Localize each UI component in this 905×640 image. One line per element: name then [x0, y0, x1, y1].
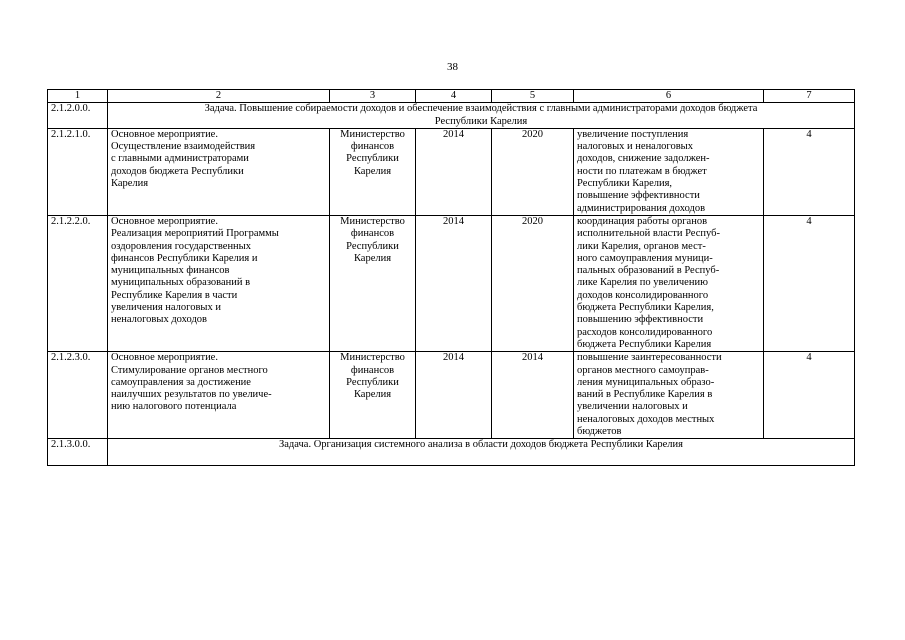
expected-result: повышение заинтересованности органов местного самоуправ- ления муниципальных образо- ваний в Республике Карелия в увеличении налоговых и неналоговых доходов местных бюджетов — [574, 352, 764, 439]
task-text: Задача. Организация системного анализа в области доходов бюджета Республики Карелия — [108, 439, 855, 466]
end-year: 2020 — [492, 215, 574, 351]
task-code: 2.1.3.0.0. — [48, 439, 108, 466]
table-row — [48, 215, 855, 351]
start-year: 2014 — [416, 215, 492, 351]
activities-table — [47, 89, 855, 466]
activity-code: 2.1.2.1.0. — [48, 128, 108, 215]
indicator-ref: 4 — [764, 128, 855, 215]
task-row — [48, 439, 855, 466]
task-code: 2.1.2.0.0. — [48, 103, 108, 129]
activity-name: Основное мероприятие. Реализация мероприятий Программы оздоровления государственных финансов Республики Карелия и муниципальных финансов муниципальных образований в Республике Карелия в части увеличения налоговых и неналоговых доходов — [108, 215, 330, 351]
header-cell: 3 — [330, 90, 416, 103]
task-text: Задача. Повышение собираемости доходов и обеспечение взаимодействия с главными администраторами доходов бюджета Республики Карелия — [108, 103, 855, 129]
executor: Министерство финансов Республики Карелия — [330, 215, 416, 351]
indicator-ref: 4 — [764, 215, 855, 351]
activity-code: 2.1.2.2.0. — [48, 215, 108, 351]
header-cell: 7 — [764, 90, 855, 103]
header-cell: 4 — [416, 90, 492, 103]
page-number: 38 — [447, 61, 458, 73]
end-year: 2020 — [492, 128, 574, 215]
header-cell: 1 — [48, 90, 108, 103]
activity-code: 2.1.2.3.0. — [48, 352, 108, 439]
start-year: 2014 — [416, 128, 492, 215]
table-row — [48, 352, 855, 439]
end-year: 2014 — [492, 352, 574, 439]
expected-result: координация работы органов исполнительной власти Респуб- лики Карелия, органов мест- ного самоуправления муници- пальных образований в Респуб- лике Карелия по увеличению доходов консолидированного бюджета Республики Карелия, повышению эффективности расходов консолидированного бюджета Республики Карелия — [574, 215, 764, 351]
activity-name: Основное мероприятие. Стимулирование органов местного самоуправления за достижение наилучших результатов по увеличе- нию налогового потенциала — [108, 352, 330, 439]
table-row — [48, 128, 855, 215]
executor: Министерство финансов Республики Карелия — [330, 352, 416, 439]
task-row — [48, 103, 855, 129]
table-header-row — [48, 90, 855, 103]
indicator-ref: 4 — [764, 352, 855, 439]
start-year: 2014 — [416, 352, 492, 439]
executor: Министерство финансов Республики Карелия — [330, 128, 416, 215]
header-cell: 2 — [108, 90, 330, 103]
expected-result: увеличение поступления налоговых и неналоговых доходов, снижение задолжен- ности по платежам в бюджет Республики Карелия, повышение эффективности администрирования доходов — [574, 128, 764, 215]
header-cell: 6 — [574, 90, 764, 103]
header-cell: 5 — [492, 90, 574, 103]
activity-name: Основное мероприятие. Осуществление взаимодействия с главными администраторами доходов бюджета Республики Карелия — [108, 128, 330, 215]
